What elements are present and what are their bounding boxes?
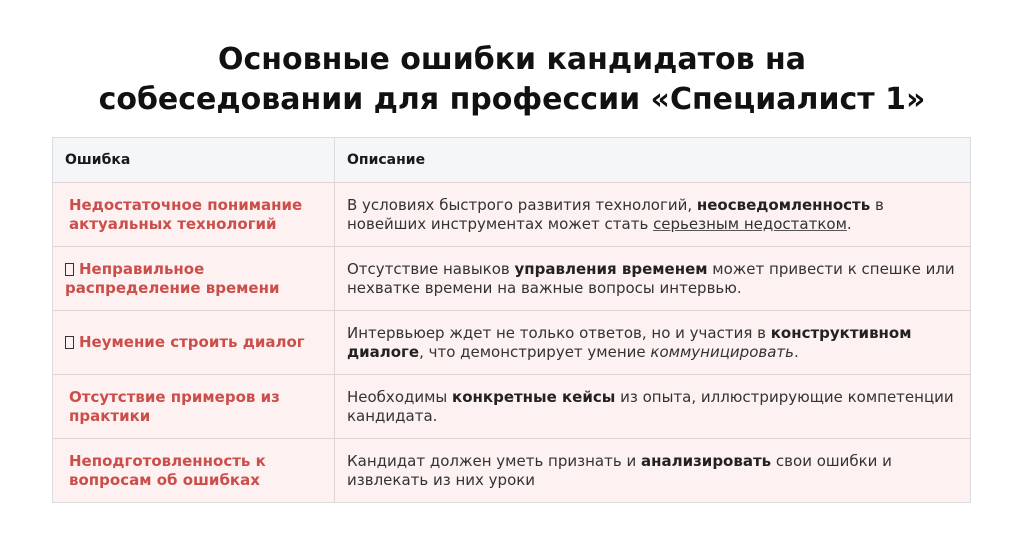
description-segment: из опыта, иллюстрирующие компетенции кандидата. [347, 387, 954, 425]
description-segment: конструктивном диалоге [347, 323, 912, 361]
error-text-wrap [65, 196, 322, 234]
description-text [347, 388, 960, 426]
description-segment: коммуницировать [650, 342, 794, 361]
description-segment: Отсутствие навыков [347, 259, 515, 278]
error-title: Неумение строить диалог [79, 333, 305, 351]
description-segment: серьезным недостатком [653, 214, 847, 233]
error-title: Неподготовленность к вопросам об ошибках [69, 451, 266, 489]
error-text-wrap [65, 333, 305, 352]
description-segment: Кандидат должен уметь признать и [347, 451, 641, 470]
error-title: Недостаточное понимание актуальных технологий [69, 195, 303, 233]
description-segment: управления временем [514, 259, 708, 278]
description-cell [335, 439, 970, 502]
description-cell [335, 375, 970, 438]
table-row [53, 182, 970, 246]
table-header-row [53, 138, 970, 182]
error-cell [53, 247, 335, 310]
table-body [53, 182, 970, 502]
description-cell [335, 183, 970, 246]
description-cell [335, 311, 970, 374]
description-segment: конкретные кейсы [452, 387, 616, 406]
table-row [53, 374, 970, 438]
error-cell [53, 375, 335, 438]
description-text [347, 260, 960, 298]
page-title-line-2: собеседовании для профессии «Специалист 1» [98, 82, 926, 117]
description-segment: в новейших инструментах может стать [347, 195, 884, 233]
error-text-wrap [65, 452, 322, 490]
errors-table [52, 137, 971, 503]
description-cell [335, 247, 970, 310]
missing-glyph-icon [65, 336, 74, 349]
description-text [347, 324, 960, 362]
description-segment: может привести к спешке или нехватке времени на важные вопросы интервью. [347, 259, 955, 297]
error-title: Неправильное распределение времени [65, 259, 280, 297]
description-segment: , что демонстрирует умение [419, 342, 651, 361]
table-row [53, 246, 970, 310]
error-cell [53, 439, 335, 502]
description-segment: Интервьюер ждет не только ответов, но и участия в [347, 323, 771, 342]
description-segment: свои ошибки и извлекать из них уроки [347, 451, 892, 489]
error-title: Отсутствие примеров из практики [69, 387, 280, 425]
missing-glyph-icon [65, 263, 74, 276]
table-row [53, 438, 970, 502]
error-cell [53, 183, 335, 246]
column-header-description: Описание [347, 151, 426, 168]
description-segment: . [793, 342, 799, 361]
description-text [347, 452, 960, 490]
error-text-wrap [65, 388, 322, 426]
error-cell [53, 311, 335, 374]
table-row [53, 310, 970, 374]
description-segment: неосведомленность [696, 195, 871, 214]
description-segment: . [846, 214, 852, 233]
page-title-line-1: Основные ошибки кандидатов на [218, 42, 806, 77]
description-segment: анализировать [640, 451, 772, 470]
description-segment: В условиях быстрого развития технологий, [347, 195, 697, 214]
page-title [0, 40, 1024, 120]
description-segment: Необходимы [347, 387, 453, 406]
column-header-error: Ошибка [53, 138, 335, 182]
error-text-wrap [65, 260, 322, 298]
description-text [347, 196, 960, 234]
